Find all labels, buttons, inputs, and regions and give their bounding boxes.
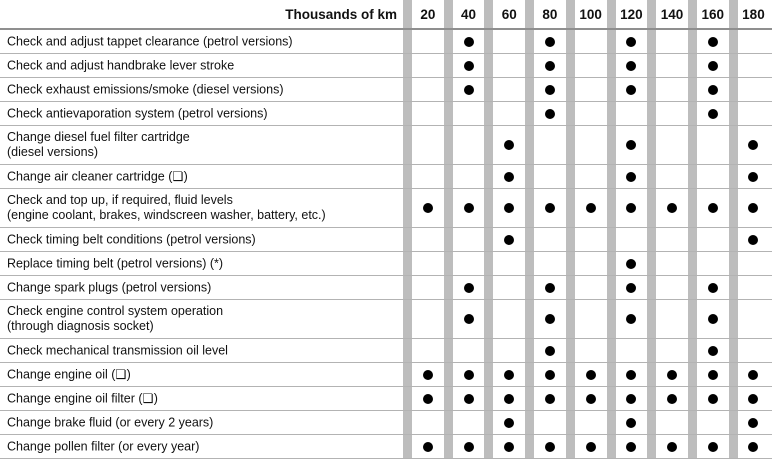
service-dot-20 [423, 370, 433, 380]
service-dot-120 [626, 259, 636, 269]
service-dot-160 [708, 394, 718, 404]
table-row [0, 276, 772, 299]
service-dot-20 [423, 442, 433, 452]
service-dot-40 [464, 203, 474, 213]
service-dot-80 [545, 203, 555, 213]
row-label-line: Check and adjust tappet clearance (petrol versions) [7, 34, 293, 48]
service-dot-160 [708, 109, 718, 119]
row-label [7, 58, 397, 73]
service-dot-80 [545, 85, 555, 95]
table-row [0, 387, 772, 410]
table-row [0, 78, 772, 101]
service-dot-160 [708, 370, 718, 380]
header-km-80: 80 [542, 7, 558, 22]
service-dot-100 [586, 203, 596, 213]
row-label-line: (diesel versions) [7, 145, 99, 159]
service-dot-140 [667, 370, 677, 380]
service-dot-40 [464, 37, 474, 47]
row-label [7, 280, 397, 295]
service-dot-120 [626, 418, 636, 428]
service-dot-180 [748, 370, 758, 380]
service-dot-160 [708, 61, 718, 71]
table-row [0, 363, 772, 386]
service-dot-120 [626, 394, 636, 404]
service-dot-40 [464, 283, 474, 293]
service-dot-140 [667, 203, 677, 213]
service-dot-120 [626, 172, 636, 182]
row-label-line: Change brake fluid (or every 2 years) [7, 415, 214, 429]
service-dot-140 [667, 394, 677, 404]
row-label-line: Check engine control system operation [7, 304, 224, 318]
service-dot-160 [708, 442, 718, 452]
row-label [7, 130, 397, 160]
row-label-line: Replace timing belt (petrol versions) (*) [7, 256, 224, 270]
header-km-100: 100 [579, 7, 602, 22]
row-label-line: Check timing belt conditions (petrol versions) [7, 232, 256, 246]
row-label [7, 34, 397, 49]
service-dot-160 [708, 203, 718, 213]
table-row [0, 102, 772, 125]
service-dot-80 [545, 283, 555, 293]
header-km-60: 60 [501, 7, 517, 22]
service-dot-80 [545, 346, 555, 356]
table-row [0, 252, 772, 275]
header-km-120: 120 [620, 7, 643, 22]
service-dot-60 [504, 203, 514, 213]
service-dot-180 [748, 140, 758, 150]
service-dot-120 [626, 203, 636, 213]
service-dot-40 [464, 61, 474, 71]
row-label [7, 169, 397, 184]
row-label-line: Change diesel fuel filter cartridge [7, 130, 190, 144]
service-dot-120 [626, 283, 636, 293]
row-label [7, 82, 397, 97]
row-label [7, 391, 397, 406]
service-dot-40 [464, 85, 474, 95]
row-label-line: Change engine oil filter (❏) [7, 391, 158, 405]
service-dot-120 [626, 61, 636, 71]
header-title: Thousands of km [285, 7, 397, 22]
service-dot-20 [423, 394, 433, 404]
row-label [7, 304, 397, 334]
table-row [0, 411, 772, 434]
service-dot-80 [545, 442, 555, 452]
service-dot-40 [464, 442, 474, 452]
row-label-line: Check exhaust emissions/smoke (diesel versions) [7, 82, 284, 96]
service-dot-40 [464, 314, 474, 324]
table-row [0, 165, 772, 188]
row-label-line: Check and adjust handbrake lever stroke [7, 58, 235, 72]
service-dot-120 [626, 140, 636, 150]
service-dot-80 [545, 314, 555, 324]
service-dot-180 [748, 394, 758, 404]
header-km-40: 40 [461, 7, 477, 22]
service-dot-80 [545, 61, 555, 71]
header-km-180: 180 [742, 7, 765, 22]
service-dot-180 [748, 172, 758, 182]
row-label [7, 256, 397, 271]
service-dot-100 [586, 442, 596, 452]
service-dot-160 [708, 37, 718, 47]
service-dot-100 [586, 370, 596, 380]
table-row [0, 189, 772, 227]
service-dot-120 [626, 314, 636, 324]
row-label [7, 193, 397, 223]
service-dot-140 [667, 442, 677, 452]
header-km-20: 20 [420, 7, 436, 22]
service-dot-180 [748, 203, 758, 213]
table-row [0, 126, 772, 164]
row-label [7, 367, 397, 382]
service-dot-120 [626, 442, 636, 452]
service-dot-180 [748, 442, 758, 452]
service-dot-180 [748, 235, 758, 245]
row-label-line: Check mechanical transmission oil level [7, 343, 228, 357]
row-label-line: (engine coolant, brakes, windscreen washer, battery, etc.) [7, 208, 326, 222]
service-dot-20 [423, 203, 433, 213]
table-row [0, 228, 772, 251]
service-dot-100 [586, 394, 596, 404]
service-dot-40 [464, 370, 474, 380]
service-dot-60 [504, 394, 514, 404]
service-dot-40 [464, 394, 474, 404]
row-label-line: (through diagnosis socket) [7, 319, 154, 333]
row-label-line: Check antievaporation system (petrol versions) [7, 106, 268, 120]
service-dot-80 [545, 370, 555, 380]
row-label [7, 106, 397, 121]
table-row [0, 339, 772, 362]
row-label-line: Change spark plugs (petrol versions) [7, 280, 212, 294]
service-dot-60 [504, 442, 514, 452]
row-label-line: Change pollen filter (or every year) [7, 439, 200, 453]
service-dot-160 [708, 283, 718, 293]
row-label [7, 232, 397, 247]
header-km-140: 140 [660, 7, 684, 22]
service-dot-60 [504, 172, 514, 182]
service-dot-60 [504, 418, 514, 428]
header-km-160: 160 [701, 7, 724, 22]
table-row [0, 435, 772, 458]
service-dot-120 [626, 85, 636, 95]
service-dot-60 [504, 370, 514, 380]
row-label-line: Change engine oil (❏) [7, 367, 131, 381]
row-label [7, 343, 397, 358]
row-label [7, 439, 397, 454]
row-label-line: Change air cleaner cartridge (❏) [7, 169, 188, 183]
row-label-line: Check and top up, if required, fluid levels [7, 193, 233, 207]
service-dot-60 [504, 235, 514, 245]
service-dot-80 [545, 394, 555, 404]
service-dot-80 [545, 109, 555, 119]
service-dot-120 [626, 37, 636, 47]
service-dot-120 [626, 370, 636, 380]
service-dot-180 [748, 418, 758, 428]
service-dot-160 [708, 85, 718, 95]
row-label [7, 415, 397, 430]
table-row [0, 300, 772, 338]
service-dot-160 [708, 346, 718, 356]
table-row [0, 54, 772, 77]
service-dot-160 [708, 314, 718, 324]
table-row [0, 30, 772, 53]
service-dot-60 [504, 140, 514, 150]
service-dot-80 [545, 37, 555, 47]
